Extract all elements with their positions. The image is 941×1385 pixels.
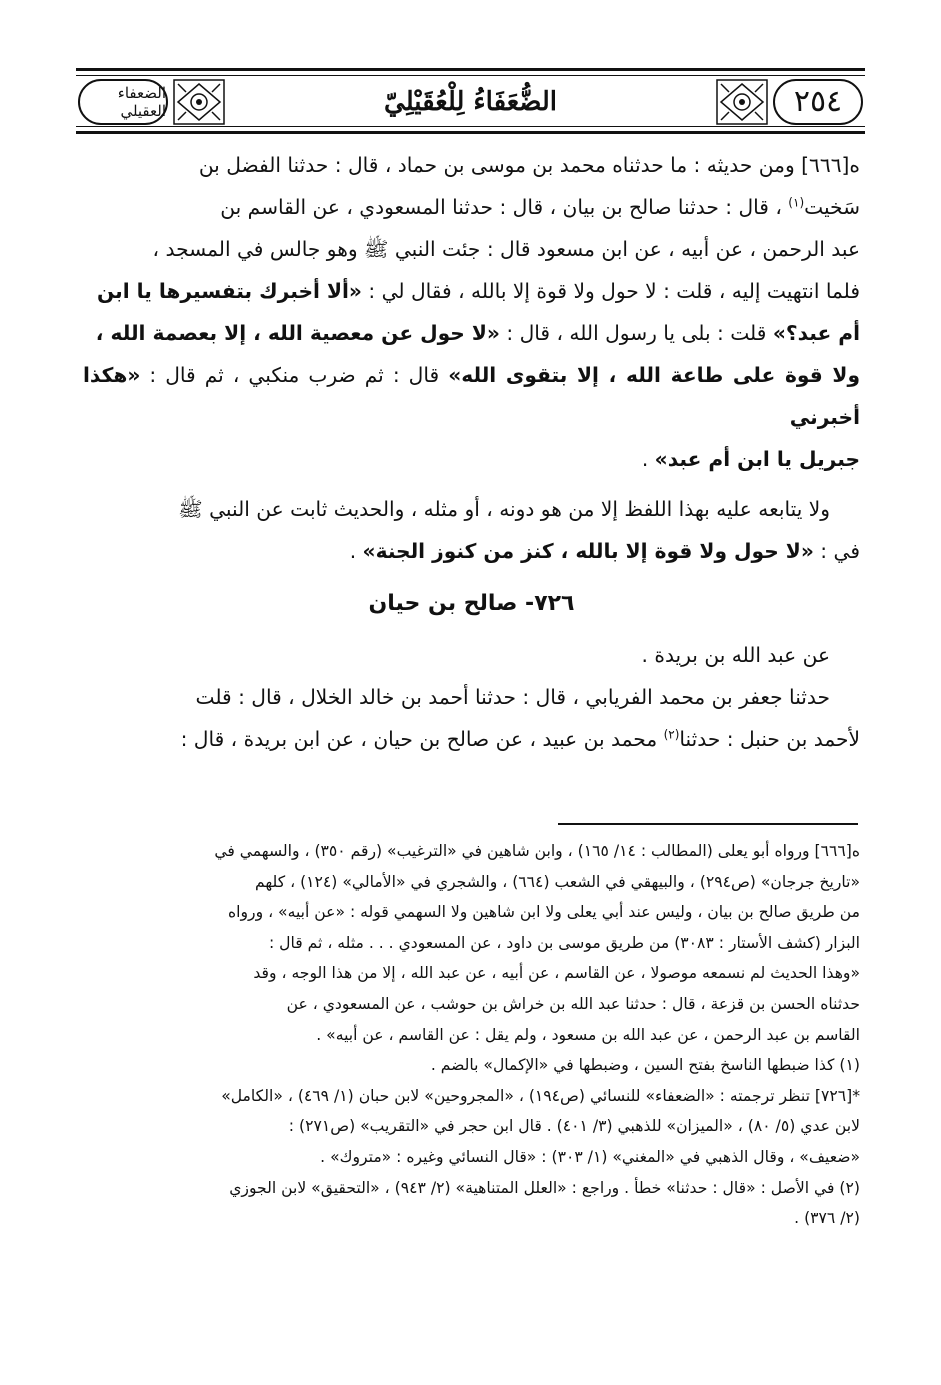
- hadith-quote: أم عبد؟»: [772, 321, 860, 345]
- hadith-666-line-2: [83, 186, 860, 228]
- hadith-quote: «هكذا أخبرني: [83, 363, 860, 429]
- text-span: قال : ثم ضرب منكبي ، ثم قال :: [140, 363, 449, 387]
- book-emblem-logo: [78, 79, 168, 125]
- footnote-666-line-7: القاسم بن عبد الرحمن ، عن عبد الله بن مسعود ، ولم يقل : عن القاسم ، عن أبيه» .: [316, 1025, 860, 1044]
- page-header: [76, 68, 865, 134]
- page-number-cartouche: [773, 79, 863, 125]
- text-span: في :: [813, 539, 860, 563]
- entry-726-title: ٧٢٦- صالح بن حيان: [368, 591, 575, 616]
- footnote-ref-1: (١): [788, 195, 805, 210]
- footnote-726-line-3: «ضعيف» ، وقال الذهبي في «المغني» (١/ ٣٠٣) : «قال النسائي وغيره : «متروك» .: [320, 1147, 860, 1166]
- text-span: محمد بن عبيد ، عن صالح بن حيان ، عن ابن بريدة ، قال :: [180, 727, 664, 751]
- text-span: لأحمد بن حنبل : حدثنا: [679, 727, 860, 751]
- footnote-666-line-1: ه[٦٦٦] ورواه أبو يعلى (المطالب : ١٤/ ١٦٥) ، وابن شاهين في «الترغيب» (رقم ٣٥٠) ، والسهمي في: [214, 842, 860, 860]
- text-span: .: [641, 447, 655, 471]
- main-text: [83, 144, 860, 760]
- hadith-quote: «ألا أخبرك بتفسيرها يا ابن: [96, 279, 362, 303]
- footnote-666-line-2: «تاريخ جرجان» (ص٢٩٤) ، والبيهقي في الشعب (٦٦٤) ، والشجري في «الأمالي» (١٢٤) ، كلهم: [254, 872, 860, 891]
- ornament-right-icon: [715, 78, 769, 126]
- footnotes: [83, 836, 860, 1234]
- text-span: فلما انتهيت إليه ، قلت : لا حول ولا قوة إلا بالله ، فقال لي :: [361, 279, 860, 303]
- hadith-666-line-3: عبد الرحمن ، عن أبيه ، عن ابن مسعود قال : جئت النبي ﷺ وهو جالس في المسجد ،: [152, 237, 860, 261]
- footnote-726-line-1: *[٧٢٦] تنظر ترجمته : «الضعفاء» للنسائي (ص١٩٤) ، «المجروحين» لابن حبان (١/ ٤٦٩) ، «الكامل»: [221, 1086, 860, 1105]
- entry-726-line-3: [83, 718, 860, 760]
- hadith-666-line-7: [83, 438, 860, 480]
- entry-726-line-2: حدثنا جعفر بن محمد الفريابي ، قال : حدثنا أحمد بن خالد الخلال ، قال : قلت: [195, 685, 830, 709]
- book-emblem-text: الضعفاء العقيلي: [117, 84, 166, 120]
- footnote-ref-2: (٢): [663, 727, 680, 742]
- footnote-666-line-5: «وهذا الحديث لم نسمعه موصولا ، عن القاسم ، عن أبيه ، عن عبد الله ، إلا من هذا الوجه ، وقد: [253, 964, 860, 983]
- footnote-726-line-2: لابن عدي (٥/ ٨٠) ، «الميزان» للذهبي (٣/ ٤٠١) . قال ابن حجر في «التقريب» (ص٢٧١) :: [288, 1117, 860, 1136]
- comment-line-2: [83, 530, 860, 572]
- comment-line-1: ولا يتابعه عليه بهذا اللفظ إلا من هو دونه ، أو مثله ، والحديث ثابت عن النبي ﷺ: [178, 497, 830, 521]
- text-span: سَخيت: [804, 195, 860, 219]
- hadith-quote: «لا حول ولا قوة إلا بالله ، كنز من كنوز الجنة»: [362, 539, 814, 563]
- hadith-quote: ولا قوة على طاعة الله ، إلا بتقوى الله»: [448, 363, 860, 387]
- running-title: الضُّعَفَاءُ لِلْعُقَيْلِيّ: [384, 87, 557, 117]
- hadith-666-line-6: [83, 354, 860, 438]
- hadith-quote: «لا حول عن معصية الله ، إلا بعصمة الله ،: [95, 321, 500, 345]
- header-frame: [76, 75, 865, 127]
- entry-726-line-1: عن عبد الله بن بريدة .: [641, 643, 830, 667]
- page-number: ٢٥٤: [793, 84, 843, 119]
- ornament-left-icon: [172, 78, 226, 126]
- text-span: ، قال : حدثنا صالح بن بيان ، قال : حدثنا المسعودي ، عن القاسم بن: [220, 195, 789, 219]
- text-span: .: [349, 539, 363, 563]
- footnote-divider: [558, 823, 858, 825]
- hadith-666-line-5: [83, 312, 860, 354]
- footnote-666-line-3: من طريق صالح بن بيان ، وليس عند أبي يعلى ولا ابن شاهين ولا السهمي قوله : «عن أبيه» ، ورواه: [228, 903, 860, 922]
- hadith-quote: جبريل يا ابن أم عبد»: [654, 447, 860, 471]
- footnote-2-line-2: (٢/ ٣٧٦) .: [794, 1209, 860, 1228]
- footnote-666-line-6: حدثناه الحسن بن قزعة ، قال : حدثنا عبد الله بن خراش بن حوشب ، عن المسعودي ، عن: [286, 994, 860, 1013]
- hadith-666-line-4: [83, 270, 860, 312]
- hadith-666-line-1: ه[٦٦٦] ومن حديثه : ما حدثناه محمد بن موسى بن حماد ، قال : حدثنا الفضل بن: [198, 153, 860, 177]
- spacer: [83, 480, 860, 488]
- footnote-1: (١) كذا ضبطها الناسخ بفتح السين ، وضبطها في «الإكمال» بالضم .: [430, 1056, 860, 1075]
- footnote-2-line-1: (٢) في الأصل : «قال : حدثنا» خطأ . وراجع : «العلل المتناهية» (٢/ ٩٤٣) ، «التحقيق» لابن الجوزي: [229, 1178, 860, 1197]
- footnote-666-line-4: البزار (كشف الأستار : ٣٠٨٣) من طريق موسى بن داود ، عن المسعودي . . . مثله ، ثم قال :: [268, 933, 860, 952]
- text-span: قلت : بلى يا رسول الله ، قال :: [499, 321, 773, 345]
